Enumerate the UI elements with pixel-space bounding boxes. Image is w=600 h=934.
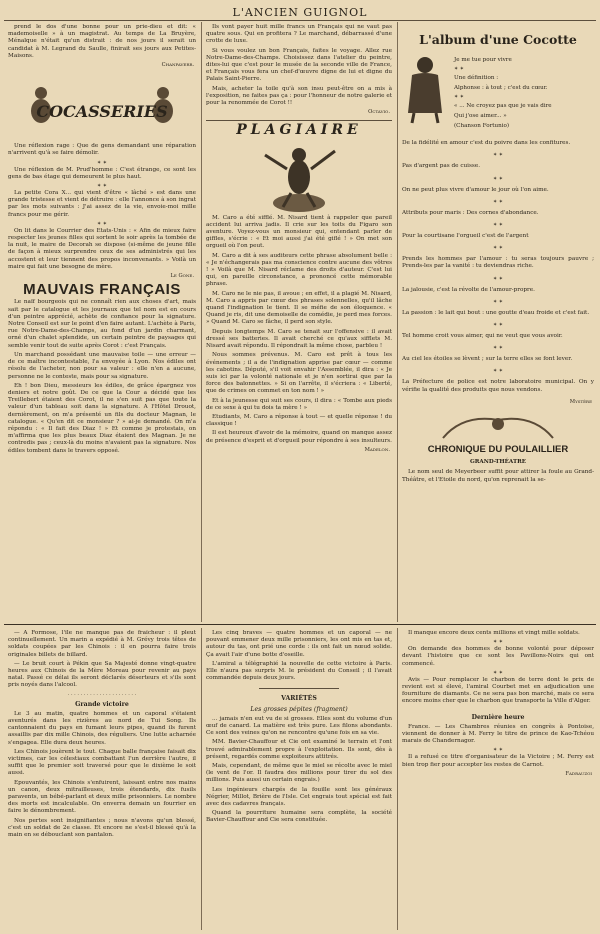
article-paragraph: Il est heureux d'avoir de la mémoire, quand on manque assez de présence d'esprit et d'orgueil pour répondre à ses insulteurs. (206, 430, 392, 444)
item-paragraph: On lit dans le Courrier des Etats-Unis : « Afin de mieux faire respecter les jeunes filles qui sortent le soir après la tombée de la nuit, le maire de Decorah se dispose (si-même de jeune fille de façon à mieux surprendre ceux de ses administrés qui les accostent et leur tiennent des propos inconvenants. » Voilà un maire qui fait une besogne de mère. (8, 227, 196, 270)
album-title: L'album d'une Cocotte (419, 32, 577, 47)
article-paragraph: Eh ! bon Dieu, messieurs les édiles, de grâce épargnez vos deniers et notre goût. De ce que la Cour a décidé que les Treillebert étaient des Corot, il ne s'en suit pas que toute la valeur d'un tableau soit dans la signature. A l'Hôtel Drouot, dernièrement, on m'a présenté un fils du docteur Magnan, le catalogue. « Qu'en dit ce monsieur ? » ai-je demandé. On m'a répondu : « Il fait des Diaz ! » Et comme je protestais, on m'affirma que les plus beaux Diaz étaient des Magnan. Je ne contredis pas ; ceux-là du moins n'avaient pas la signature. Nos édiles tombent dans le travers opposé. (8, 382, 196, 454)
grand-theatre-heading: GRAND-THÉATRE (469, 459, 527, 466)
article-paragraph: Mais, acheter la toile qu'à son insu peut-être on a mis à l'exposition, ne faites pas ça : pour l'honneur de notre galerie et pour la renommée de Corot !! (206, 85, 392, 107)
signature: Madelon. (364, 446, 390, 453)
article-paragraph: Etudiants, M. Caro a réponse à tout — et quelle réponse ! du classique ! (206, 413, 392, 428)
separator-stars: ✶ ✶ (493, 152, 503, 159)
article-paragraph: Avis — Pour remplacer le charbon de terre dont le prix de revient est si élevé, l'amiral Courbet met en adjudication une fourniture de diamants. Ce ne sera pas bon marché, mais ce sera encore moins cher que le charbon que transporte la Ville d'Alger. (402, 676, 594, 705)
pepites-title: Les grosses pépites (fragment) (250, 705, 348, 713)
separator-stars: ✶ ✶ (493, 669, 503, 676)
separator-stars: ✶ ✶ (493, 245, 503, 252)
maxim: Prends les hommes par l'amour : tu seras toujours pauvre ; Prends-les par la vanité : tu deviendras riche. (402, 256, 594, 270)
article-paragraph: M. Caro a été sifflé. M. Nisard tient à rappeler que pareil accident lui arriva jadis. Il crie sur les toits du Figaro son aventure. Voyez-vous un monsieur qui, entendant parler de giffles, s'écrie : « Et moi aussi j'ai été giflé ! » On met son orgueil où l'on peut. (206, 214, 392, 250)
poem-line: (Chanson Fortunio) (454, 123, 510, 130)
poem-line: Alphonse : à tout ; c'est du cœur. (454, 85, 548, 92)
separator-stars: ✶ ✶ (493, 322, 503, 329)
column-3-lower (402, 630, 594, 930)
article-paragraph: Nos pertes sont insignifiantes ; nous n'avons qu'un blessé, c'est un soldat de 2e classe. Et encore ne s'est-il blessé qu'à la main en se débouclant son pantalon. (8, 817, 196, 839)
article-paragraph: MM. Bavier-Chauffour et Cie ont examiné le terrain et l'ont trouvé admirablement propre à l'exploitation. Ils sont, dès à présent, regardés comme exploiteurs attitrés. (206, 739, 392, 760)
item-paragraph: Une réflexion de M. Prud'homme : C'est étrange, ce sont les gens de bas étage qui demeurent le plus haut. (8, 166, 196, 180)
article-paragraph: L'amiral a télégraphié la nouvelle de cette victoire à Paris. Elle n'aura pas surpris M. le président du Conseil ; il l'avait commandée depuis deux jours. (206, 660, 392, 682)
varietes-title: VARIÉTÉS (281, 695, 317, 703)
column-divider (397, 628, 398, 930)
article-paragraph: — A Formose, l'île ne manque pas de fraîcheur : il pleut continuellement. Un marin a expédié à M. Grévy trois têtes de soldats coupées par les Chinois : il en pourra faire trois originales billets de billard. (8, 630, 196, 658)
article-paragraph: ... jamais n'en eut vu de si grosses. Elles sont du volume d'un œuf de canard. La matière est très pure. Les filons abondants. Ce sont des veines qu'on ne rencontre qu'une fois en sa vie. (206, 715, 392, 737)
article-paragraph: Il a refusé ce titre d'organisateur de la Victoire ; M. Ferry est bien trop fier pour accepter les restes de Carnot. (402, 754, 594, 768)
cocotte-illustration (402, 53, 448, 125)
cocasseries-banner-illustration (27, 73, 177, 143)
article-paragraph: Les ingénieurs chargés de la fouille sont les généraux Négrier, Millot, Brière de l'Isle. Cet engrais tout spécial est fait avec des cadavres français. (206, 786, 392, 808)
article-paragraph: Epouvantés, les Chinois s'enfuirent, laissant entre nos mains un canon, deux mitrailleuses, trois étendards, dix fusils paravents, un bébé-parlant et deux mille prisonniers. Le nombre des morts est incalculable. On enverra demain un fourrier en faire le dénombrement. (8, 779, 196, 815)
item-paragraph: Une réflexion rage : Que de gens demandant une réparation n'arrivent qu'à se faire démolir. (8, 143, 196, 157)
page-header: L'ANCIEN GUIGNOL (232, 6, 368, 19)
maxims-block (402, 140, 594, 394)
article-paragraph: Depuis longtemps M. Caro se tenait sur l'offensive : il avait dressé ses batteries. Il avait cherché ce qu'aux sifflets M. Nisard avait répondu. Il répondrait la même chose, parbleu ! (206, 328, 392, 350)
signature: Fadrauzoi (565, 770, 592, 777)
article-paragraph: Ils vont payer huit mille francs un Français qui ne vaut pas quatre sous. Qui en profitera ? Le marchand, débarrassé d'une crotte de luxe. (206, 24, 392, 45)
separator-dots: · · · · · · · · · · · · · · · · · · · · · · (67, 691, 137, 698)
column-divider (201, 628, 202, 930)
maxim: On ne peut plus vivre d'amour le jour où l'on aime. (402, 186, 549, 193)
item-paragraph: La petite Cora X... qui vient d'être « lâché » est dans une grande tristesse et vient de détruire : elle l'annonce à son ingrat par les mots suivants : J'ai assez de la vie, envoie-moi mille francs pour me gérir. (8, 190, 196, 218)
chronique-title: CHRONIQUE DU POULAILLIER (427, 444, 569, 456)
column-1-lower (8, 630, 196, 930)
article-paragraph: M. Caro a dit à ses auditeurs cette phrase absolument belle : « Je n'échangerais pas ma conscience contre aucune des vôtres ! » Voilà que M. Nisard réclame des droits d'auteur. C'est lui qui, en pareille circonstance, a prononcé cette mémorable phrase. (206, 252, 392, 288)
article-paragraph: Et à la jeunesse qui suit ses cours, il dira : « Tombe aux pieds de ce sexe à qui tu dois ta mère ! » (206, 397, 392, 411)
poem-line: Je me tue pour vivre (454, 57, 512, 64)
article-paragraph: Mais, cependant, de même que le miel se récolte avec le miel (le vent de l'or. Il faudra des millions pour tirer du sol des millions. Puis aussi un certain engrais.) (206, 763, 392, 784)
plagiaire-illustration (239, 137, 359, 215)
section-rule (4, 624, 596, 625)
separator-stars: ✶ ✶ (493, 175, 503, 182)
article-paragraph: Si vous voulez un bon Français, faites le voyage. Allez rue Notre-Dame-des-Champs. Choisissez dans l'atelier du peintre, dites-lui que c'est pour le musée de la seconde ville de France, et Français vous fera un chef-d'œuvre digne de lui et digne du Palais Saint-Pierre. (206, 47, 392, 83)
separator-stars: ✶ ✶ (493, 639, 503, 646)
article-paragraph: On demande des hommes de bonne volonté pour déposer devant l'histoire que ce sont les Pavillons-Noirs qui ont commencé. (402, 646, 594, 667)
article-paragraph: M. Caro ne le nie pas, il avoue ; en effet, il a plagié M. Nisard, M. Caro a appris par cœur des phrases solennelles, qu'il lâche quand l'indignation le tient. Il se méfie de son éloquence. « Quand je ris, dit une demoiselle de comédie, je perd mes forces. » Quand M. Caro se fâche, il perd son style. (206, 290, 392, 326)
separator-stars: ✶ ✶ (493, 345, 503, 352)
maxim: La jalousie, c'est la révolte de l'amour-propre. (402, 286, 535, 293)
mauvais-francais-title: MAUVAIS FRANÇAIS (23, 281, 181, 299)
article-paragraph: Un marchand possédant une mauvaise toile — une erreur — de ce maître incontestable, l'a envoyée à Lyon. Nos édiles ont résolu de l'acheter, non pour sa valeur : elle n'en a aucune, personne ne le conteste, mais pour sa signature. (8, 351, 196, 380)
article-paragraph: France. — Les Chambres réunies en congrès à Pontoise, viennent de donner à M. Ferry le titre de prince de Kao-Tchéou marais de Chandernagor. (402, 723, 594, 745)
signature: Le Gone. (170, 273, 194, 280)
maxim: La passion : le lait qui bout : une goutte d'eau froide et c'est fait. (402, 309, 590, 316)
article-paragraph: Il manque encore deux cents millions et vingt mille soldats. (408, 630, 580, 636)
column-divider (201, 22, 202, 622)
cocasseries-title: COCASSERIES (36, 102, 168, 122)
maxim: Attributs pour maris : Des cornes d'abondance. (402, 209, 539, 216)
column-2-lower (206, 630, 392, 930)
maxim: Pas d'argent pas de cuisse. (402, 163, 481, 170)
maxim: Pour la courtisane l'orgueil c'est de l'argent (402, 233, 529, 240)
separator-stars: ✶ ✶ (97, 183, 107, 190)
separator-stars: ✶ ✶ (454, 66, 464, 73)
intro-paragraph: prend le dos d'une bonne pour un prie-dieu et dit: « mademoiselle » à un magistrat. Au temps de La Bruyère, Ménalque n'était qu'un distrait : de nos jours il serait un candidat à M. Legrand du Saulle, finirait ses jours aux Petites-Maisons. (8, 24, 196, 59)
signature: Octavio. (368, 109, 390, 116)
separator-stars: ✶ ✶ (493, 275, 503, 282)
plagiaire-title: PLAGIAIRE (236, 122, 362, 139)
section-rule (206, 120, 392, 121)
header-rule (4, 20, 596, 21)
separator-stars: ✶ ✶ (493, 222, 503, 229)
separator-stars: ✶ ✶ (97, 159, 107, 166)
poem-line: Qui j'ose aimer... » (454, 113, 507, 120)
article-paragraph: — Le bruit court à Pékin que Sa Majesté donne vingt-quatre heures aux Chinois de la Mère Moreau pour revenir au pays natal. Passé ce délai ils seront déclarés déserteurs et s'ils sont pris noyés dans l'alcool. (8, 660, 196, 689)
separator-stars: ✶ ✶ (97, 220, 107, 227)
separator-stars: ✶ ✶ (493, 298, 503, 305)
article-paragraph: Le 3 au matin, quatre hommes et un caporal s'étaient aventurés dans les rizières au nord de Tui Song. Ils cantonnaient du pays en fumant leurs pipes, quand ils furent assaillis par dix mille Chinois, des réguliers. Une lutte acharnée s'engagea. Elle dura deux heures. (8, 710, 196, 746)
signature: Mystère (569, 398, 592, 405)
separator-stars: ✶ ✶ (493, 198, 503, 205)
grande-victoire-title: Grande victoire (75, 700, 129, 708)
derniere-heure-title: Dernière heure (471, 713, 525, 721)
maxim: La Préfecture de police est notre laboratoire municipal. On y vérifie la qualité des produits que nous vendons. (402, 379, 594, 393)
article-paragraph: Les Chinois jouèrent le tout. Chaque balle française faisait dix victimes, car les célestiaux combattant l'un derrière l'autre, il suffit que le premier soit traversé pour que le dixième le soit aussi. (8, 748, 196, 777)
separator-stars: ✶ ✶ (493, 747, 503, 754)
article-paragraph: Nous sommes prévenus. M. Caro est prêt à tous les événements ; il a de l'indignation apprise par cœur — comme les cabotins. Député, s'il voit envahir l'Assemblée, il dira : « Je suis ici par la volonté nationale et je n'en sortirai que par la force des baïonnettes. » Si on l'arrête, il s'écriera : « Liberté, que de crimes on commet en ton nom ! » (206, 352, 392, 395)
signature: Chanpaverr. (161, 62, 194, 69)
article-paragraph: Le naïf bourgeois qui ne connaît rien aux choses d'art, mais sait par le catalogue et les journaux que tel nom est en cours d'un peintre apprécié, achète de confiance pour la signature. Notre Conseil est sur le point d'en faire autant. L'achète à Paris, rue Notre-Dame-des-Champs, au fond d'un jardin charmant, orné d'un chalet splendide, un certain peintre de paysages qui semble venir tout de suite après Corot : c'est Français. (8, 299, 196, 349)
maxim: Au ciel les étoiles se lèvent ; sur la terre elles se font lever. (402, 356, 573, 363)
section-rule (259, 688, 339, 689)
maxim: De la fidélité en amour c'est du poivre dans les confitures. (402, 140, 571, 147)
article-paragraph: Le nom seul de Meyerbeer suffit pour attirer la foule au Grand-Théâtre, et l'Etoile du nord, qu'on reprenait la se- (402, 469, 594, 483)
column-1-upper (8, 24, 196, 622)
separator-stars: ✶ ✶ (454, 94, 464, 101)
maxim: Tel homme croit vous aimer, qui ne veut que vous avoir. (402, 333, 563, 340)
article-paragraph: Les cinq braves — quatre hommes et un caporal — ne pouvant emmener deux mille prisonniers, les ont mis en tas et, autour du tas, ont prié une corde : ils ont fait un nœud solide. Ça avait l'air d'une botte d'oseille. (206, 630, 392, 658)
column-2-upper (206, 24, 392, 622)
column-divider (397, 22, 398, 622)
column-3-upper (402, 24, 594, 622)
poem-line: « ... Ne croyez pas que je vais dire (454, 103, 552, 110)
chronique-vignette (423, 410, 573, 444)
separator-stars: ✶ ✶ (493, 368, 503, 375)
article-paragraph: Quand la pourriture humaine sera complète, la société Bavier-Chauffour and Cie sera constituée. (206, 810, 392, 824)
poem-line: Une définition : (454, 75, 499, 82)
